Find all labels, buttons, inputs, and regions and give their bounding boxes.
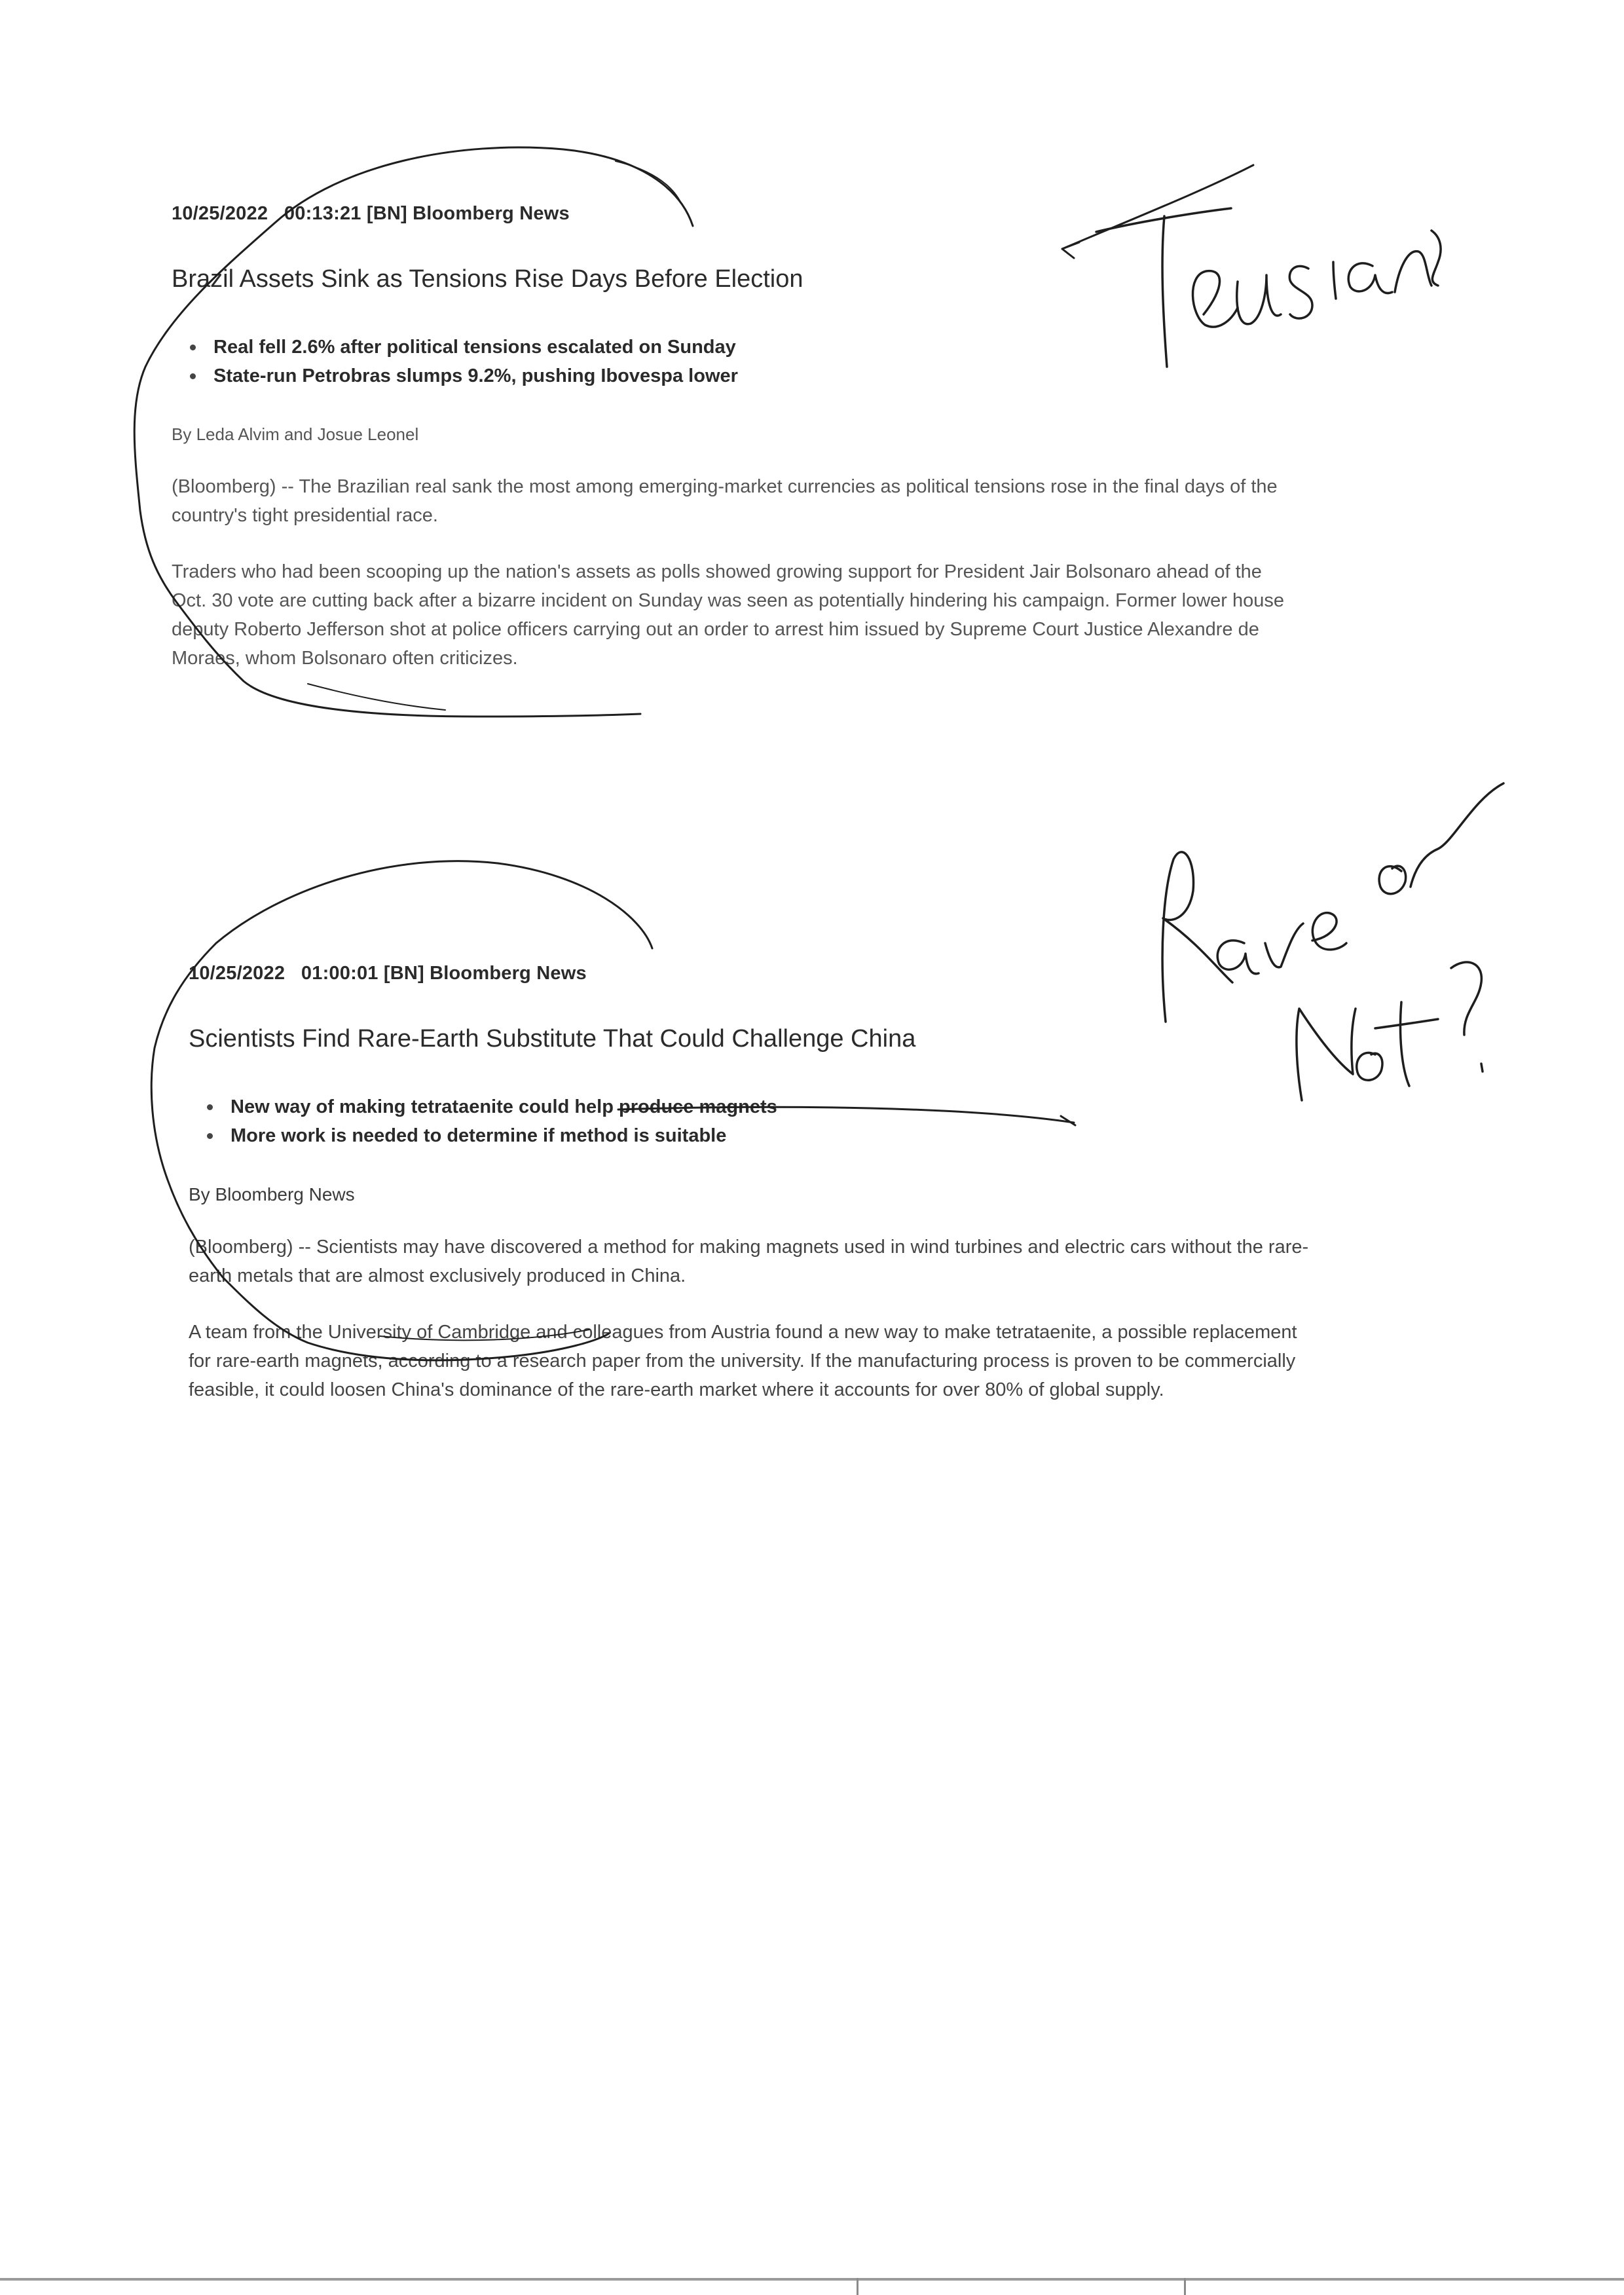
- article-headline: Scientists Find Rare-Earth Substitute That Could Challenge China: [189, 1025, 916, 1053]
- article-rare-earth: [189, 963, 1315, 1404]
- scan-mark: [857, 2278, 858, 2295]
- article-paragraph: A team from the University of Cambridge and colleagues from Austria found a new way to make tetrataenite, a possible replacement for rare-earth magnets, according to a research paper from the university. If the manufacturing process is proven to be commercially feasible, it could loosen China's dominance of the rare-earth market where it accounts for over 80% of global supply.: [189, 1322, 1297, 1400]
- article-bullets: [189, 1092, 1315, 1150]
- bullet-item: New way of making tetrataenite could help produce magnets: [231, 1092, 1315, 1121]
- scan-mark: [1184, 2278, 1186, 2295]
- ink-mark: [308, 684, 445, 710]
- article-paragraph: Traders who had been scooping up the nation's assets as polls showed growing support for President Jair Bolsonaro ahead of the Oct. 30 vote are cutting back after a bizarre incident on Sunday was seen as potentially hindering his campaign. Former lower house deputy Roberto Jefferson shot at police officers carrying out an order to arrest him issued by Supreme Court Justice Alexandre de Moraes, whom Bolsonaro often criticizes.: [172, 561, 1285, 669]
- article-paragraph: (Bloomberg) -- The Brazilian real sank the most among emerging-market currencies as political tensions rose in the final days of the country's tight presidential race.: [172, 476, 1278, 526]
- article-paragraph: (Bloomberg) -- Scientists may have discovered a method for making magnets used in wind turbines and electric cars without the rare-earth metals that are almost exclusively produced in China.: [189, 1237, 1309, 1286]
- article-headline: Brazil Assets Sink as Tensions Rise Days Before Election: [172, 265, 803, 293]
- article-meta: 10/25/2022 00:13:21 [BN] Bloomberg News: [172, 203, 570, 224]
- ink-circle-article-1-inner: [616, 161, 681, 203]
- article-meta: 10/25/2022 01:00:01 [BN] Bloomberg News: [189, 963, 587, 984]
- bullet-item: State-run Petrobras slumps 9.2%, pushing Ibovespa lower: [213, 362, 1298, 390]
- article-bullets: [172, 333, 1298, 390]
- article-brazil-assets: [172, 203, 1298, 673]
- bullet-item: More work is needed to determine if method is suitable: [231, 1121, 1315, 1150]
- article-byline: By Leda Alvim and Josue Leonel: [172, 424, 419, 444]
- article-byline: By Bloomberg News: [189, 1184, 355, 1204]
- bullet-item: Real fell 2.6% after political tensions escalated on Sunday: [213, 333, 1298, 362]
- scan-border: [0, 2278, 1624, 2281]
